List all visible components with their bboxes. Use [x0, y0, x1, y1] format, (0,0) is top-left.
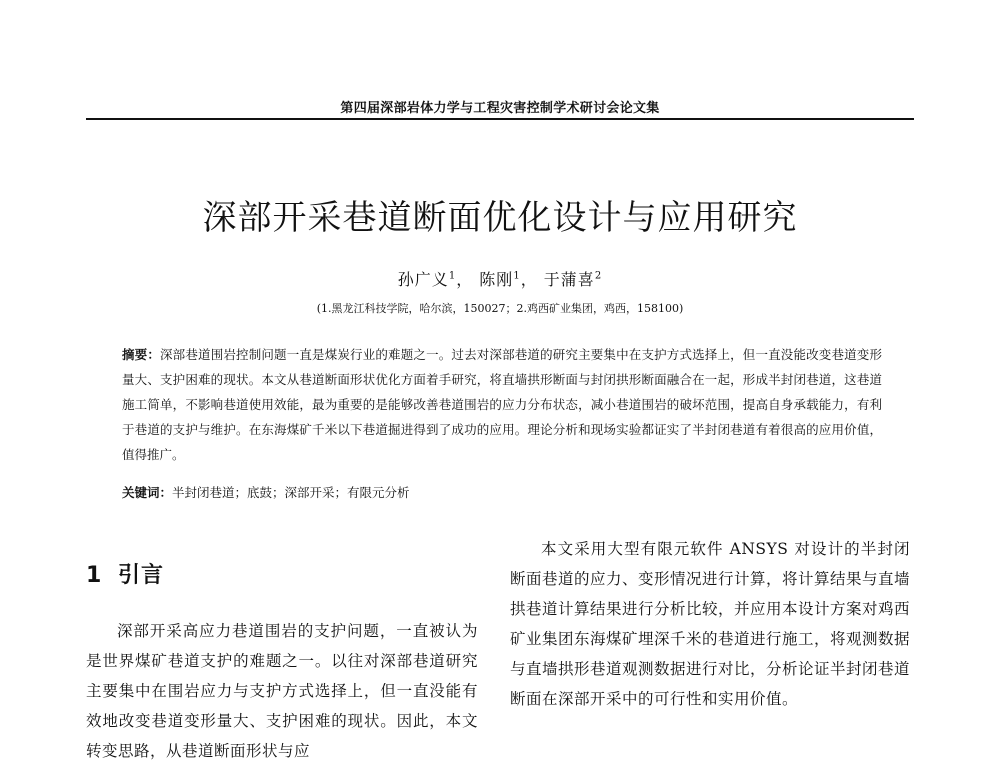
keywords: [122, 480, 882, 505]
running-header: 第四届深部岩体力学与工程灾害控制学术研讨会论文集: [340, 101, 660, 116]
abstract: [122, 342, 882, 467]
author-separator: ，: [520, 270, 538, 289]
section-title: 引言: [118, 563, 165, 588]
left-column: [86, 556, 478, 766]
affiliations: (1.黑龙江科技学院，哈尔滨，150027；2.鸡西矿业集团，鸡西，158100): [316, 302, 684, 315]
author-affiliation-mark: 1: [513, 270, 521, 282]
section-heading: [86, 556, 478, 596]
header-rule: [86, 118, 914, 120]
keywords-label: 关键词：: [122, 485, 173, 500]
author-separator: ，: [456, 270, 474, 289]
section-number: 1: [86, 563, 103, 588]
author-name: 于蒲喜: [543, 270, 595, 289]
author-name: 陈刚: [479, 270, 514, 289]
left-body-paragraph: 深部开采高应力巷道围岩的支护问题，一直被认为是世界煤矿巷道支护的难题之一。以往对深部巷道研究主要集中在围岩应力与支护方式选择上，但一直没能有效地改变巷道变形量大、支护困难的现状。因此，本文转变思路，从巷道断面形状与应: [86, 622, 478, 760]
author-list: [86, 267, 914, 290]
right-body-paragraph: 本文采用大型有限元软件 ANSYS 对设计的半封闭断面巷道的应力、变形情况进行计算，将计算结果与直墙拱巷道计算结果进行分析比较，并应用本设计方案对鸡西矿业集团东海煤矿埋深千米的巷道进行施工，将观测数据与直墙拱形巷道观测数据进行对比，分析论证半封闭巷道断面在深部开采中的可行性和实用价值。: [510, 540, 911, 708]
keywords-text: 半封闭巷道；底鼓；深部开采；有限元分析: [172, 485, 410, 500]
abstract-text: 深部巷道围岩控制问题一直是煤炭行业的难题之一。过去对深部巷道的研究主要集中在支护方式选择上，但一直没能改变巷道变形量大、支护困难的现状。本文从巷道断面形状优化方面着手研究，将直墙拱形断面与封闭拱形断面融合在一起，形成半封闭巷道，这巷道施工简单，不影响巷道使用效能，最为重要的是能够改善巷道围岩的应力分布状态，减小巷道围岩的破坏范围，提高自身承载能力，有利于巷道的支护与维护。在东海煤矿千米以下巷道掘进得到了成功的应用。理论分析和现场实验都证实了半封闭巷道有着很高的应用价值，值得推广。: [122, 347, 882, 462]
author-name: 孙广义: [397, 270, 449, 289]
author-affiliation-mark: 2: [594, 270, 603, 282]
abstract-label: 摘要：: [122, 347, 161, 362]
paper-title: 深部开采巷道断面优化设计与应用研究: [202, 198, 798, 238]
author-affiliation-mark: 1: [448, 270, 457, 282]
